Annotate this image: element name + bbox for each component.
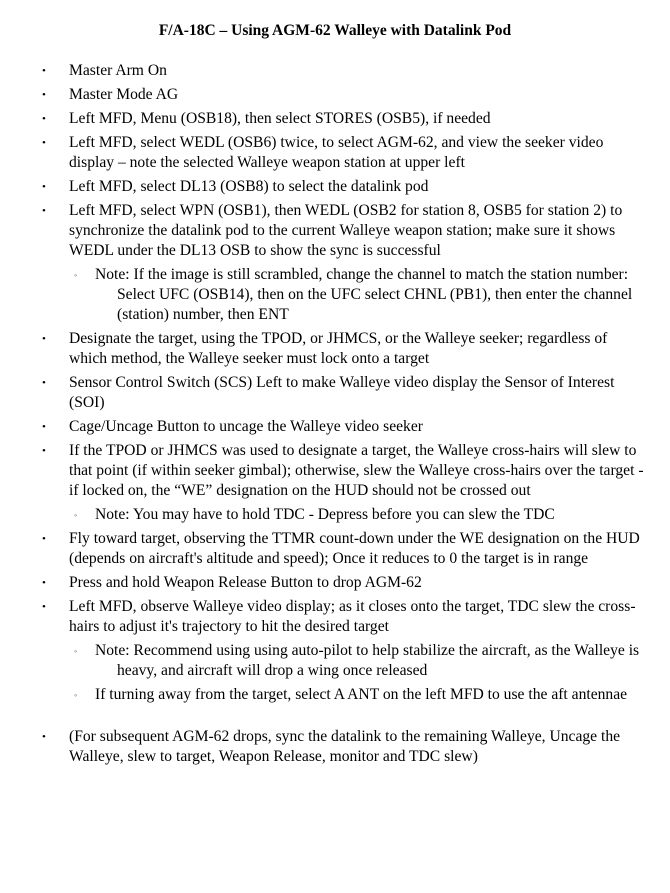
sub-list-item [0,685,670,705]
list-item-text: Left MFD, select WPN (OSB1), then WEDL (OSB2 for station 8, OSB5 for station 2) to synchronize the datalink pod to the current Walleye weapon station; make sure it shows WEDL under the DL13 OSB to show the sync is successful [69,202,623,259]
list-item [0,109,670,129]
sub-bullet-icon: ◦ [74,690,78,700]
list-item-text: Sensor Control Switch (SCS) Left to make Walleye video display the Sensor of Interest (SOI) [69,374,615,411]
list-item-text: (For subsequent AGM-62 drops, sync the datalink to the remaining Walleye, Uncage the Walleye, slew to target, Weapon Release, monitor and TDC slew) [69,728,621,765]
list-item [0,441,670,501]
list-item-text: Master Arm On [69,62,167,79]
bullet-icon: • [42,533,46,545]
bullet-icon: • [42,601,46,613]
list-item [0,373,670,413]
document-title: F/A-18C – Using AGM-62 Walleye with Datalink Pod [158,22,512,39]
list-item [0,597,670,637]
sub-list-item-text: Note: You may have to hold TDC - Depress before you can slew the TDC [95,506,555,523]
bullet-icon: • [42,113,46,125]
list-item-text: Master Mode AG [69,86,179,103]
list-item-text: Fly toward target, observing the TTMR count-down under the WE designation on the HUD (depends on aircraft's altitude and speed); Once it reduces to 0 the target is in range [69,530,640,567]
instruction-list [0,61,670,767]
list-item [0,573,670,593]
bullet-icon: • [42,333,46,345]
list-item [0,201,670,261]
list-item-text: If the TPOD or JHMCS was used to designate a target, the Walleye cross-hairs will slew to that point (if within seeker gimbal); otherwise, slew the Walleye cross-hairs over the target - if locked on, the “WE” designation on the HUD should not be crossed out [69,442,644,499]
list-item [0,529,670,569]
list-item-text: Left MFD, observe Walleye video display; as it closes onto the target, TDC slew the cross-hairs to adjust it's trajectory to hit the desired target [69,598,636,635]
bullet-icon: • [42,421,46,433]
sub-bullet-icon: ◦ [74,510,78,520]
bullet-icon: • [42,181,46,193]
list-item-text: Cage/Uncage Button to uncage the Walleye video seeker [69,418,423,435]
bullet-icon: • [42,89,46,101]
sub-list-item-text: Note: Recommend using using auto-pilot to help stabilize the aircraft, as the Walleye is heavy, and aircraft will drop a wing once released [95,642,640,679]
list-item [0,727,670,767]
list-item [0,329,670,369]
list-item-text: Left MFD, select WEDL (OSB6) twice, to select AGM-62, and view the seeker video display – note the selected Walleye weapon station at upper left [69,134,604,171]
list-item [0,177,670,197]
list-item [0,85,670,105]
list-item-text: Left MFD, select DL13 (OSB8) to select the datalink pod [69,178,429,195]
sub-list-item [0,505,670,525]
sub-list-item [0,641,670,681]
list-item-text: Press and hold Weapon Release Button to drop AGM-62 [69,574,422,591]
list-item-text: Left MFD, Menu (OSB18), then select STORES (OSB5), if needed [69,110,491,127]
bullet-icon: • [42,577,46,589]
list-item [0,417,670,437]
list-item-text: Designate the target, using the TPOD, or JHMCS, or the Walleye seeker; regardless of which method, the Walleye seeker must lock onto a target [69,330,608,367]
bullet-icon: • [42,731,46,743]
sub-list-item-text: If turning away from the target, select A ANT on the left MFD to use the aft antennae [95,686,628,703]
bullet-icon: • [42,377,46,389]
list-item [0,61,670,81]
bullet-icon: • [42,137,46,149]
sub-bullet-icon: ◦ [74,270,78,280]
list-item [0,133,670,173]
sub-bullet-icon: ◦ [74,646,78,656]
bullet-icon: • [42,65,46,77]
bullet-icon: • [42,205,46,217]
bullet-icon: • [42,445,46,457]
sub-list-item [0,265,670,325]
sub-list-item-text: Note: If the image is still scrambled, change the channel to match the station number: Select UFC (OSB14), then on the UFC select CHNL (PB1), then enter the channel (station) number, then ENT [95,266,633,323]
